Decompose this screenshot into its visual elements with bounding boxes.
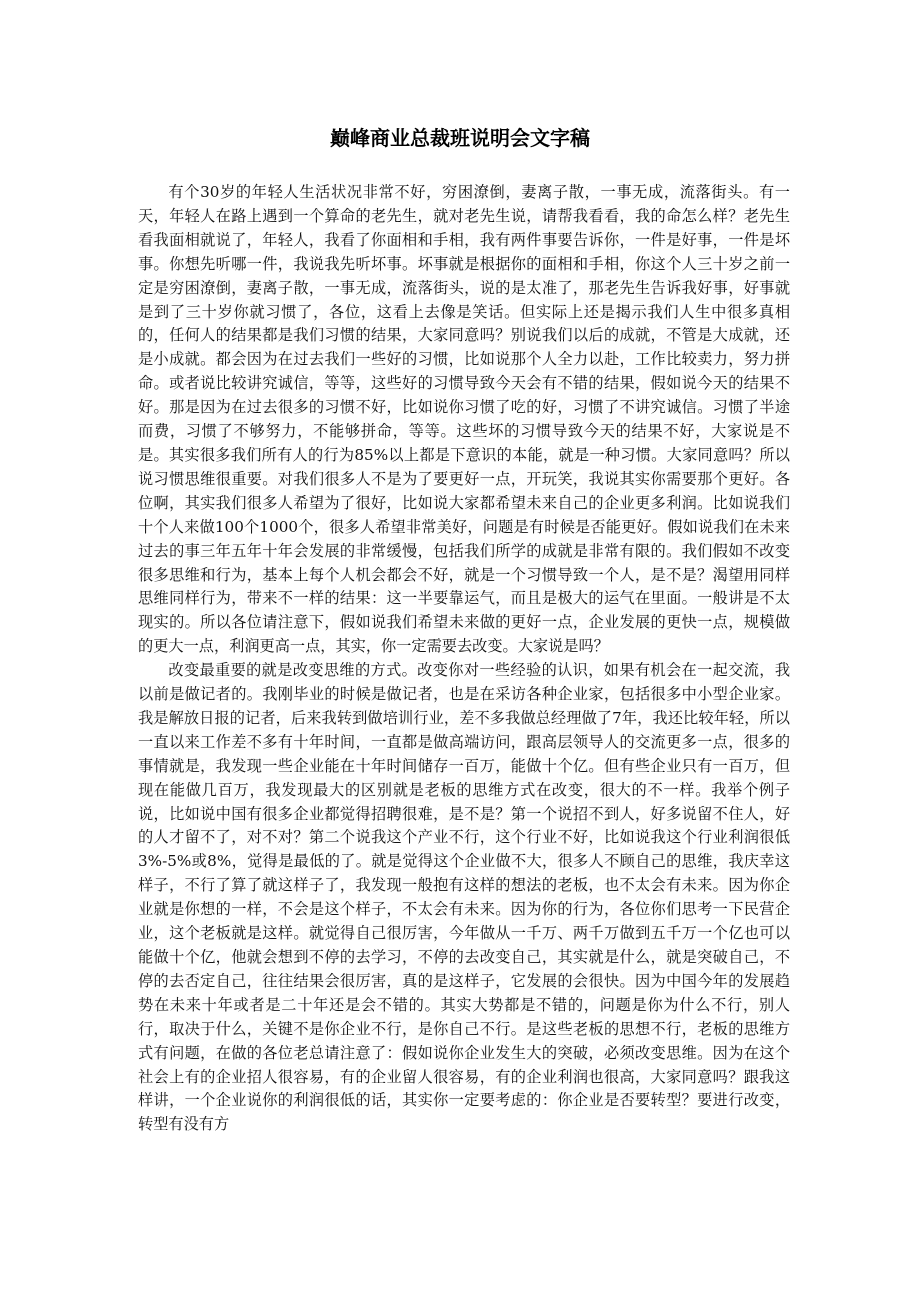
document-body: [138, 181, 790, 1137]
document-title: 巅峰商业总裁班说明会文字稿: [330, 126, 590, 150]
paragraph: 改变最重要的就是改变思维的方式。改变你对一些经验的认识，如果有机会在一起交流，我以前是做记者的。我刚毕业的时候是做记者，也是在采访各种企业家，包括很多中小型企业家。我是解放日报的记者，后来我转到做培训行业，差不多我做总经理做了7年，我还比较年轻，所以一直以来工作差不多有十年时间，一直都是做高端访问，跟高层领导人的交流更多一点，很多的事情就是，我发现一些企业能在十年时间储存一百万，能做十个亿。但有些企业只有一百万，但现在能做几百万，我发现最大的区别就是老板的思维方式在改变，很大的不一样。我举个例子说，比如说中国有很多企业都觉得招聘很难，是不是？第一个说招不到人，好多说留不住人，好的人才留不了，对不对？第二个说我这个产业不行，这个行业不好，比如说我这个行业利润很低3%-5%或8%，觉得是最低的了。就是觉得这个企业做不大，很多人不顾自己的思维，我庆幸这样子，不行了算了就这样子了，我发现一般抱有这样的想法的老板，也不太会有未来。因为你企业就是你想的一样，不会是这个样子，不太会有未来。因为你的行为，各位你们思考一下民营企业，这个老板就是这样。就觉得自己很厉害，今年做从一千万、两千万做到五千万一个亿也可以能做十个亿，他就会想到不停的去学习，不停的去改变自己，其实就是什么，就是突破自己，不停的去否定自己，往往结果会很厉害，真的是这样子，它发展的会很快。因为中国今年的发展趋势在未来十年或者是二十年还是会不错的。其实大势都是不错的，问题是你为什么不行，别人行，取决于什么，关键不是你企业不行，是你自己不行。是这些老板的思想不行，老板的思维方式有问题，在做的各位老总请注意了：假如说你企业发生大的突破，必须改变思维。因为在这个社会上有的企业招人很容易，有的企业留人很容易，有的企业利润也很高，大家同意吗？跟我这样讲，一个企业说你的利润很低的话，其实你一定要考虑的：你企业是否要转型？要进行改变，转型有没有方: [138, 661, 790, 1134]
paragraph: 有个30岁的年轻人生活状况非常不好，穷困潦倒，妻离子散，一事无成，流落街头。有一天，年轻人在路上遇到一个算命的老先生，就对老先生说，请帮我看看，我的命怎么样？老先生看我面相就说了，年轻人，我看了你面相和手相，我有两件事要告诉你，一件是好事，一件是坏事。你想先听哪一件，我说我先听坏事。坏事就是根据你的面相和手相，你这个人三十岁之前一定是穷困潦倒，妻离子散，一事无成，流落街头，说的是太准了，那老先生告诉我好事，好事就是到了三十岁你就习惯了，各位，这看上去像是笑话。但实际上还是揭示我们人生中很多真相的，任何人的结果都是我们习惯的结果，大家同意吗？别说我们以后的成就，不管是大成就，还是小成就。都会因为在过去我们一些好的习惯，比如说那个人全力以赴，工作比较卖力，努力拼命。或者说比较讲究诚信，等等，这些好的习惯导致今天会有不错的结果，假如说今天的结果不好。那是因为在过去很多的习惯不好，比如说你习惯了吃的好，习惯了不讲究诚信。习惯了半途而费，习惯了不够努力，不能够拼命，等等。这些坏的习惯导致今天的结果不好，大家说是不是。其实很多我们所有人的行为85%以上都是下意识的本能，就是一种习惯。大家同意吗？所以说习惯思维很重要。对我们很多人不是为了要更好一点，开玩笑，我说其实你需要那个更好。各位啊，其实我们很多人希望为了很好，比如说大家都希望未来自己的企业更多利润。比如说我们十个人来做100个1000个，很多人希望非常美好，问题是有时候是否能更好。假如说我们在未来过去的事三年五年十年会发展的非常缓慢，包括我们所学的成就是非常有限的。我们假如不改变很多思维和行为，基本上每个人机会都会不好，就是一个习惯导致一个人，是不是？渴望用同样思维同样行为，带来不一样的结果：这一半要靠运气，而且是极大的运气在里面。一般讲是不太现实的。所以各位请注意下，假如说我们希望未来做的更好一点，企业发展的更快一点，规模做的更大一点，利润更高一点，其实，你一定需要去改变。大家说是吗？: [138, 183, 790, 656]
